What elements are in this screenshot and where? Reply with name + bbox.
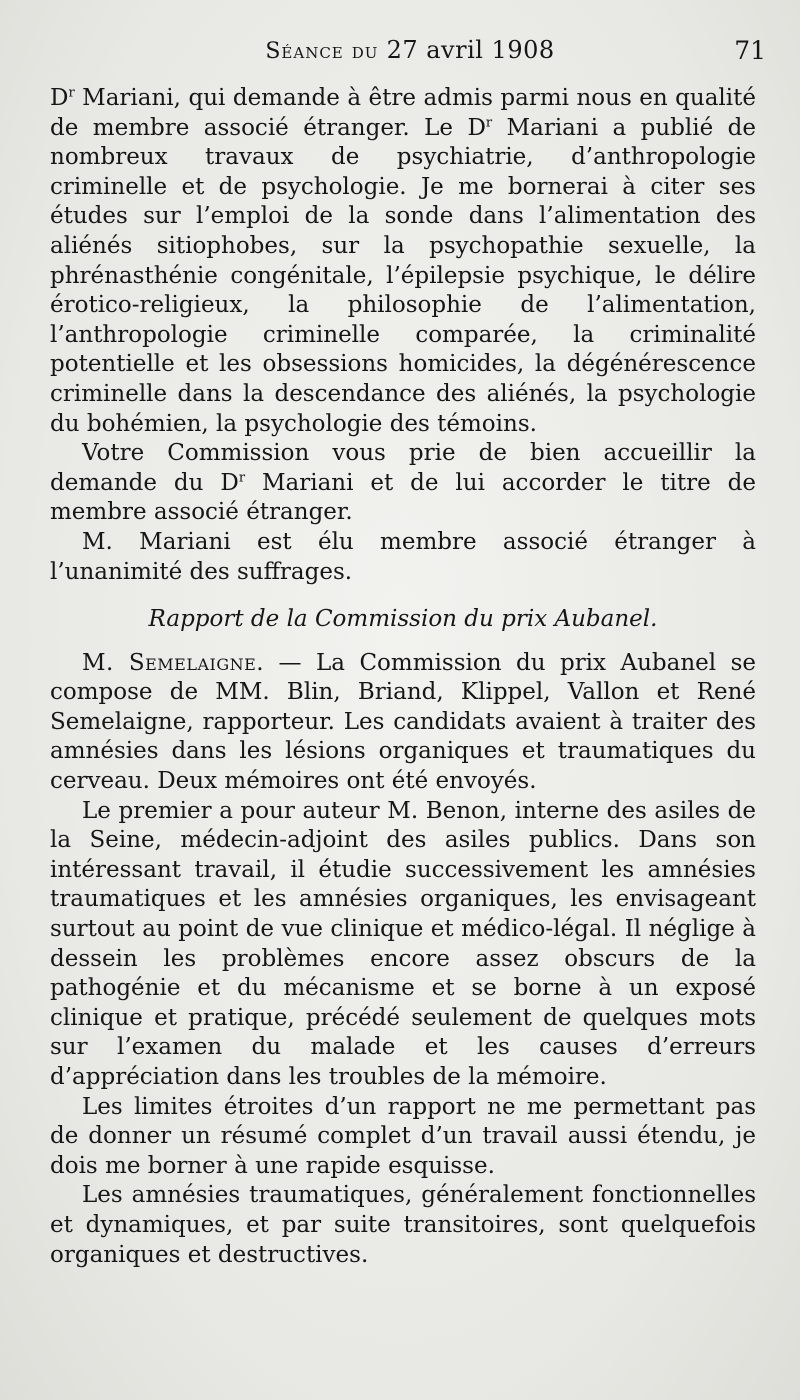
paragraph-commission-request — [50, 439, 756, 528]
text-run: Mariani et de lui accorder le titre de membre associé étranger. — [50, 469, 757, 526]
running-head — [54, 36, 766, 64]
paragraph-mariani-works — [50, 84, 756, 439]
paragraph-commission-composition — [50, 649, 756, 797]
page-body — [50, 84, 756, 1270]
paragraph-traumatic-amnesia: Les amnésies traumatiques, généralement fonctionnelles et dynamiques, et par suite transitoires, sont quelquefois organiques et destructives. — [50, 1182, 756, 1268]
text-run: — La Commission du prix Aubanel se compose de MM. Blin, Briand, Klippel, Vallon et René Semelaigne, rapporteur. Les candidats avaient à traiter des amnésies dans les lésions organiques et traumatiques du cerveau. Deux mémoires ont été envoyés. — [50, 649, 756, 795]
paragraph-election-result: M. Mariani est élu membre associé étranger à l’unanimité des suffrages. — [50, 528, 756, 585]
speaker-name: M. Semelaigne. — [82, 649, 265, 676]
paragraph-benon-memoir: Le premier a pour auteur M. Benon, interne des asiles de la Seine, médecin-adjoint des asiles publics. Dans son intéressant travail, il étudie successivement les amnésies traumatiques et les amnésies organiques, les envisageant surtout au point de vue clinique et médico-légal. Il néglige à dessein les problèmes encore assez obscurs de la pathogénie et du mécanisme et se borne à un exposé clinique et pratique, précédé seulement de quelques mots sur l’examen du malade et les causes d’erreurs d’appréciation dans les troubles de la mémoire. — [50, 797, 756, 1090]
text-run: D — [50, 85, 69, 111]
superscript: r — [485, 114, 493, 130]
text-run: Mariani a publié de nombreux travaux de psychiatrie, d’anthropologie criminelle et de psychologie. Je me bornerai à citer ses études sur l’emploi de la sonde dans l’alimentation des aliénés sitiophobes, sur la psychopathie sexuelle, la phrénasthénie congénitale, l’épilepsie psychique, le délire érotico-religieux, la philosophie de l’alimentation, l’anthropologie criminelle comparée, la criminalité potentielle et les obsessions homicides, la dégénérescence criminelle dans la descendance des aliénés, la psychologie du bohémien, la psychologie des témoins. — [50, 114, 756, 437]
text-run: Mariani, qui demande à être admis parmi nous en qualité de membre associé étranger. Le D — [50, 85, 756, 141]
page-number: 71 — [734, 36, 766, 65]
superscript: r — [68, 85, 75, 101]
section-title: Rapport de la Commission du prix Aubanel. — [148, 606, 658, 633]
running-head-date: 27 avril 1908 — [386, 36, 555, 64]
page-header — [54, 36, 766, 76]
running-head-prefix: Séance du — [265, 39, 379, 64]
paragraph-report-limits: Les limites étroites d’un rapport ne me permettant pas de donner un résumé complet d’un travail aussi étendu, je dois me borner à une rapide esquisse. — [50, 1093, 756, 1179]
superscript: r — [238, 470, 246, 486]
text-run: Votre Commission vous prie de bien accueillir la demande du D — [50, 440, 756, 496]
